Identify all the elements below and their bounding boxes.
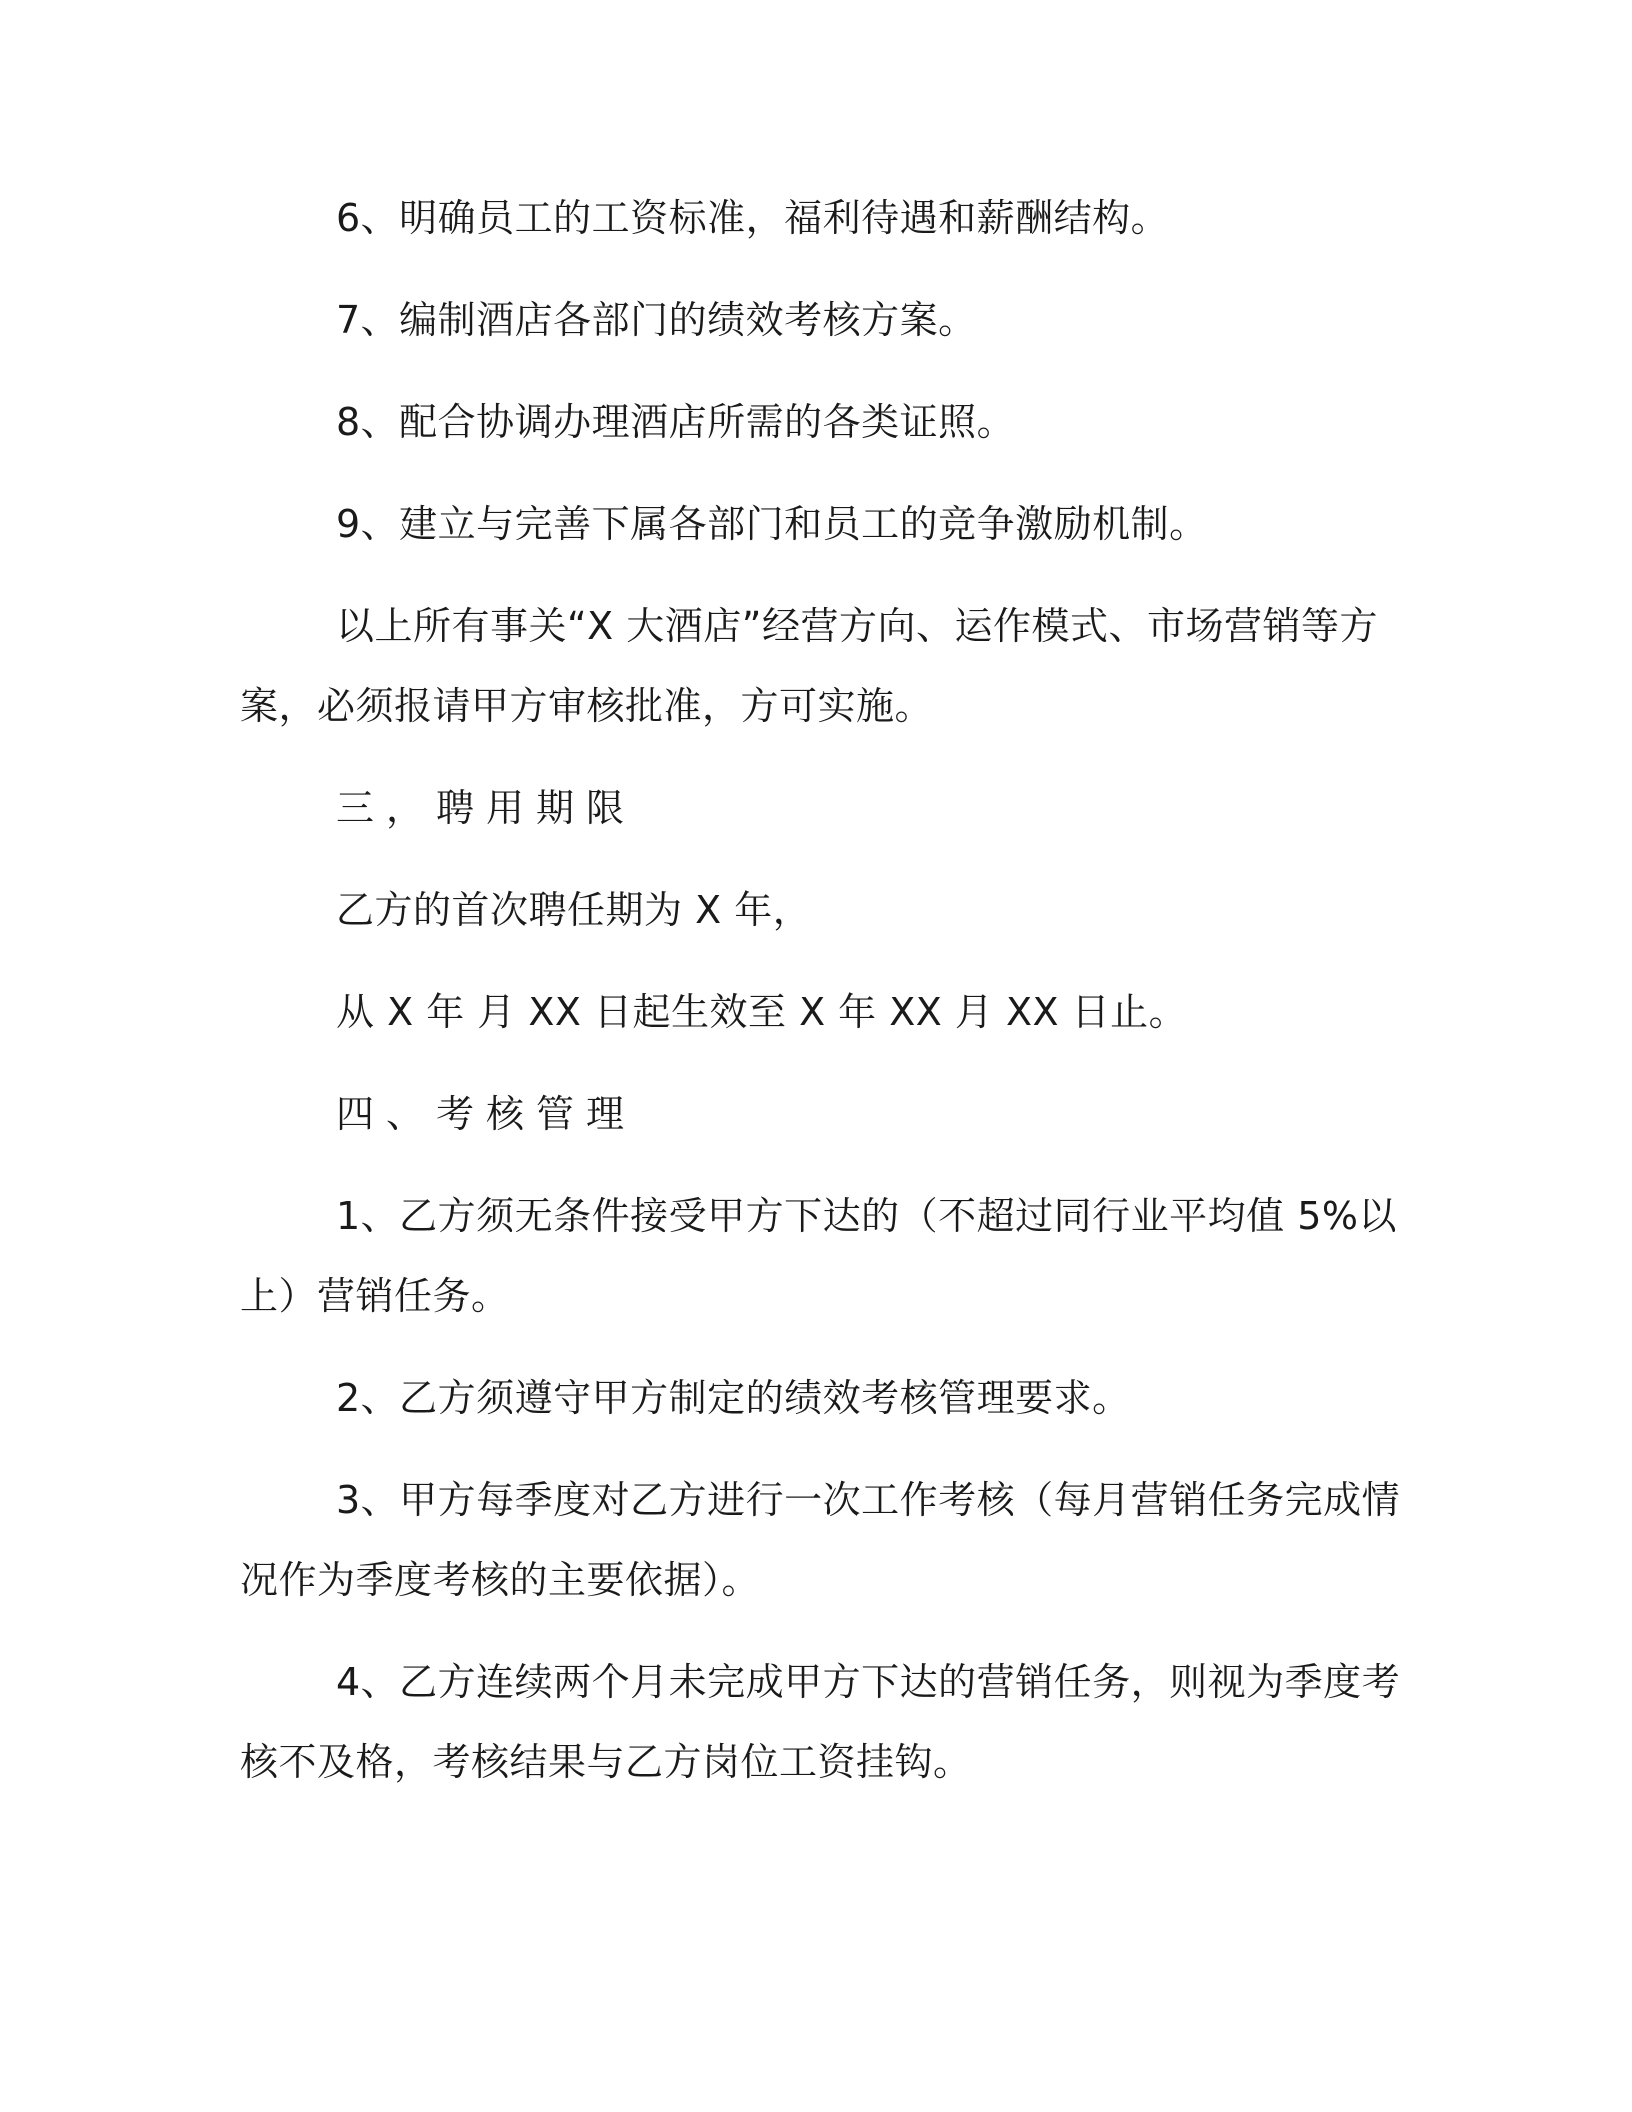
list-item-9: 9、建立与完善下属各部门和员工的竞争激励机制。 (336, 502, 1208, 546)
assessment-item-4-line-2: 核不及格，考核结果与乙方岗位工资挂钩。 (240, 1740, 972, 1784)
assessment-item-4-line-1: 4、乙方连续两个月未完成甲方下达的营销任务，则视为季度考 (336, 1660, 1401, 1704)
list-item-6: 6、明确员工的工资标准，福利待遇和薪酬结构。 (336, 196, 1170, 240)
assessment-item-2: 2、乙方须遵守甲方制定的绩效考核管理要求。 (336, 1376, 1131, 1420)
assessment-item-3-line-1: 3、甲方每季度对乙方进行一次工作考核（每月营销任务完成情 (336, 1478, 1401, 1522)
assessment-item-1-line-1: 1、乙方须无条件接受甲方下达的（不超过同行业平均值 5%以 (336, 1194, 1398, 1238)
approval-paragraph-line-1: 以上所有事关“X 大酒店”经营方向、运作模式、市场营销等方 (336, 604, 1378, 648)
term-period-paragraph: 从 X 年 月 XX 日起生效至 X 年 XX 月 XX 日止。 (336, 990, 1188, 1034)
assessment-item-1-line-2: 上）营销任务。 (240, 1274, 510, 1318)
section-heading-assessment: 四、考核管理 (336, 1092, 637, 1136)
section-heading-term: 三，聘用期限 (336, 786, 637, 830)
approval-paragraph-line-2: 案，必须报请甲方审核批准，方可实施。 (240, 684, 934, 728)
term-paragraph: 乙方的首次聘任期为 X 年， (336, 888, 812, 932)
list-item-8: 8、配合协调办理酒店所需的各类证照。 (336, 400, 1016, 444)
list-item-7: 7、编制酒店各部门的绩效考核方案。 (336, 298, 977, 342)
assessment-item-3-line-2: 况作为季度考核的主要依据）。 (240, 1558, 761, 1602)
